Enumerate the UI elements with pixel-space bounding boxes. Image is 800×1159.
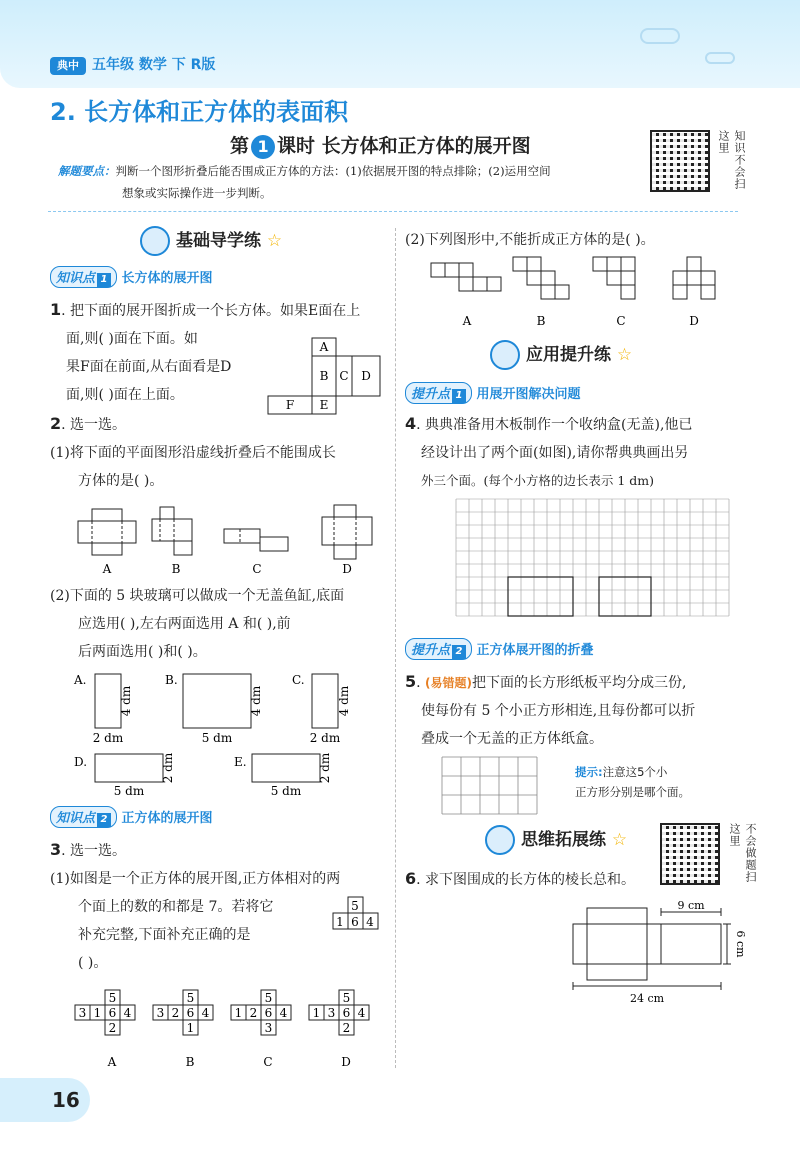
q1-number: 1 xyxy=(50,300,62,319)
page-number-tab xyxy=(0,1078,90,1122)
q2-number: 2 xyxy=(50,414,62,433)
q5-line3: 叠成一个无盖的正方体纸盒。 xyxy=(421,731,603,747)
page-number: 16 xyxy=(52,1088,80,1112)
hint-line2: 正方形分别是哪个面。 xyxy=(575,785,690,799)
q2-part2 xyxy=(50,582,390,666)
q3-opt-top: 5 xyxy=(264,991,273,1005)
q2-opt-c: C xyxy=(252,562,262,576)
q4 xyxy=(405,410,750,495)
q6-dim-6cm: 6 cm xyxy=(734,930,747,958)
qr-code-help[interactable] xyxy=(660,823,720,885)
grade-label: 五年级 数学 下 R版 xyxy=(92,57,216,73)
q2r-opt-b: B xyxy=(536,314,546,328)
q1-face-f: F xyxy=(285,398,295,412)
q3-opt-bottom: 2 xyxy=(342,1021,351,1035)
glass-c-name: C. xyxy=(292,673,305,687)
chapter-title: 2. 长方体和正方体的表面积 xyxy=(50,98,349,126)
q3-head: . 选一选。 xyxy=(61,843,127,859)
kp2-heading xyxy=(50,806,213,828)
q2 xyxy=(50,410,390,495)
q3-opt-top: 5 xyxy=(342,991,351,1005)
tp1-pill: 提升点 1 xyxy=(405,382,472,404)
q3-given-net xyxy=(318,895,384,935)
section-think: 思维拓展练 ☆ xyxy=(485,825,627,855)
q2-nets-figure xyxy=(70,505,390,580)
q1-face-c: C xyxy=(339,369,349,383)
q4-grid-figure xyxy=(455,498,735,628)
glass-d-h: 2 dm xyxy=(161,752,175,784)
section-basic: 基础导学练 ☆ xyxy=(140,226,282,256)
q4-line3: 外三个面。(每个小方格的边长表示 1 dm) xyxy=(421,473,655,488)
q2-p2b: 应选用( ),左右两面选用 A 和( ),前 xyxy=(78,616,291,632)
q3-option-label: A xyxy=(107,1055,117,1069)
q3-line3: 补充完整,下面补充正确的是 xyxy=(78,927,251,943)
q3-given-6: 6 xyxy=(351,915,359,929)
q3-option-label: B xyxy=(185,1055,195,1069)
glass-b-w: 5 dm xyxy=(201,731,233,745)
lesson-title xyxy=(230,131,531,159)
q1-line1: . 把下面的展开图折成一个长方体。如果E面在上 xyxy=(61,303,361,319)
q5-line2: 使每份有 5 个小正方形相连,且每份都可以折 xyxy=(421,703,696,719)
q3-given-top: 5 xyxy=(351,899,359,913)
q2-right xyxy=(405,226,745,254)
glass-a-w: 2 dm xyxy=(92,731,124,745)
q5-tag: (易错题) xyxy=(425,676,473,690)
glass-d-w: 5 dm xyxy=(113,784,145,798)
section-apply-title: 应用提升练 xyxy=(526,345,611,365)
q3-opt-row-cell: 2 xyxy=(249,1006,258,1020)
q3-opt-row-cell: 6 xyxy=(264,1006,273,1020)
glass-c-h: 4 dm xyxy=(337,685,351,717)
q2-p2c: 后两面选用( )和( )。 xyxy=(78,644,207,660)
tp2-heading xyxy=(405,638,594,660)
glass-a-name: A. xyxy=(74,673,87,687)
q6-dim-24cm: 24 cm xyxy=(629,992,665,1005)
hint-label: 提示: xyxy=(575,765,603,779)
q4-line2: 经设计出了两个面(如图),请你帮典典画出另 xyxy=(421,445,689,461)
q3-line4: ( )。 xyxy=(78,955,108,971)
lesson-suffix: 课时 长方体和正方体的展开图 xyxy=(277,135,531,157)
q4-number: 4 xyxy=(405,414,417,433)
box-face xyxy=(508,577,573,616)
q2-opt-d: D xyxy=(342,562,352,576)
q3-opt-row-cell: 4 xyxy=(357,1006,366,1020)
mascot-icon-3 xyxy=(485,825,515,855)
q3-number: 3 xyxy=(50,840,62,859)
q5-hint xyxy=(575,762,690,802)
tp2-pill: 提升点 2 xyxy=(405,638,472,660)
tp1-title: 用展开图解决问题 xyxy=(476,387,581,402)
q2-opt-b: B xyxy=(171,562,181,576)
q3-opt-bottom: 3 xyxy=(264,1021,273,1035)
lesson-number: 1 xyxy=(251,135,275,159)
q3-opt-row-cell: 4 xyxy=(123,1006,132,1020)
brand-logo: 典中 xyxy=(50,57,86,75)
kp2-pill: 知识点 2 xyxy=(50,806,117,828)
kp1-title: 长方体的展开图 xyxy=(121,271,213,286)
q3-opt-row-cell: 1 xyxy=(312,1006,321,1020)
q3-opt-row-cell: 3 xyxy=(78,1006,87,1020)
q1-line3: 果F面在前面,从右面看是D xyxy=(66,359,232,375)
q3-given-1: 1 xyxy=(336,915,344,929)
section-basic-title: 基础导学练 xyxy=(176,231,261,251)
book-brand xyxy=(50,54,215,75)
kp1-heading xyxy=(50,266,213,288)
tips-label: 解题要点： xyxy=(58,164,116,178)
tp2-title: 正方体展开图的折叠 xyxy=(476,643,594,658)
q2r-opt-a: A xyxy=(462,314,472,328)
q3-options-figure xyxy=(75,988,385,1073)
qr-code-knowledge[interactable] xyxy=(650,130,710,192)
glass-a-h: 4 dm xyxy=(119,685,133,717)
q3-opt-row-cell: 6 xyxy=(186,1006,195,1020)
q3-option-label: D xyxy=(341,1055,351,1069)
q3-opt-row-cell: 4 xyxy=(201,1006,210,1020)
q1-face-a: A xyxy=(319,340,329,354)
q3-opt-row-cell: 6 xyxy=(342,1006,351,1020)
q3-opt-bottom: 1 xyxy=(186,1021,195,1035)
q3-opt-row-cell: 3 xyxy=(327,1006,336,1020)
q2-glass-figure xyxy=(70,668,390,803)
kp2-title: 正方体的展开图 xyxy=(121,811,213,826)
cloud-decoration-2 xyxy=(705,52,735,64)
glass-c-w: 2 dm xyxy=(309,731,341,745)
q2-opt-a: A xyxy=(102,562,112,576)
q1-face-b: B xyxy=(319,369,329,383)
q5: 5. (易错题)把下面的长方形纸板平均分成三份, 使每份有 5 个小正方形相连,且每份都可以折 叠成一个无盖的正方体纸盒。 xyxy=(405,668,750,753)
q3-opt-row-cell: 4 xyxy=(279,1006,288,1020)
lesson-prefix: 第 xyxy=(230,135,250,157)
cloud-decoration xyxy=(640,28,680,44)
q3-opt-top: 5 xyxy=(186,991,195,1005)
q3-opt-row-cell: 1 xyxy=(234,1006,243,1020)
q2-p1a: (1)将下面的平面图形沿虚线折叠后不能围成长 xyxy=(50,445,336,461)
glass-e-name: E. xyxy=(234,755,247,769)
q6-dim-9cm: 9 cm xyxy=(677,899,705,912)
q3-given-4: 4 xyxy=(366,915,374,929)
section-think-title: 思维拓展练 xyxy=(521,830,606,850)
glass-e-h: 2 dm xyxy=(318,752,332,784)
mascot-icon-2 xyxy=(490,340,520,370)
q1-line2: 面,则( )面在下面。如 xyxy=(66,331,198,347)
q1-line4: 面,则( )面在上面。 xyxy=(66,387,184,403)
q3-opt-top: 5 xyxy=(108,991,117,1005)
q6-line1: . 求下图围成的长方体的棱长总和。 xyxy=(416,872,636,888)
q4-line1: . 典典准备用木板制作一个收纳盒(无盖),他已 xyxy=(416,417,693,433)
tips-line1: 判断一个图形折叠后能否围成正方体的方法：(1)依据展开图的特点排除；(2)运用空间 xyxy=(115,164,551,178)
q2-p1b: 方体的是( )。 xyxy=(78,473,164,489)
glass-d-name: D. xyxy=(74,755,88,769)
q3-line2: 个面上的数的和都是 7。若将它 xyxy=(78,899,274,915)
q5-line1: 把下面的长方形纸板平均分成三份, xyxy=(472,675,687,691)
q2-p2a: (2)下面的 5 块玻璃可以做成一个无盖鱼缸,底面 xyxy=(50,588,345,604)
q2r-nets-figure xyxy=(425,255,745,330)
tp1-heading xyxy=(405,382,581,404)
q1-face-e: E xyxy=(319,398,329,412)
q3-opt-row-cell: 6 xyxy=(108,1006,117,1020)
qr2-caption: 不会做题扫这里 xyxy=(728,823,757,883)
q3-opt-bottom: 2 xyxy=(108,1021,117,1035)
glass-e-w: 5 dm xyxy=(270,784,302,798)
q3-opt-row-cell: 2 xyxy=(171,1006,180,1020)
q5-number: 5 xyxy=(405,672,417,691)
mascot-icon xyxy=(140,226,170,256)
q3-line1: (1)如图是一个正方体的展开图,正方体相对的两 xyxy=(50,871,341,887)
q2r-opt-d: D xyxy=(689,314,699,328)
q1-face-d: D xyxy=(361,369,371,383)
q3-opt-row-cell: 3 xyxy=(156,1006,165,1020)
q2-head: . 选一选。 xyxy=(61,417,127,433)
glass-b-name: B. xyxy=(165,673,178,687)
q1-net-figure xyxy=(265,336,385,416)
tips-box xyxy=(48,158,738,212)
qr1-caption: 知识不会扫这里 xyxy=(717,130,746,190)
q6-net-figure xyxy=(565,898,745,1008)
glass-b-h: 4 dm xyxy=(249,685,263,717)
q5-grid-figure xyxy=(440,755,545,817)
q2r-opt-c: C xyxy=(616,314,626,328)
tips-line2: 想象或实际操作进一步判断。 xyxy=(122,186,272,200)
kp1-pill: 知识点 1 xyxy=(50,266,117,288)
q3-opt-row-cell: 1 xyxy=(93,1006,102,1020)
q2r-line1: (2)下列图形中,不能折成正方体的是( )。 xyxy=(405,232,655,248)
hint-line1: 注意这5个小 xyxy=(602,765,668,779)
column-divider xyxy=(395,228,396,1068)
section-apply: 应用提升练 ☆ xyxy=(490,340,632,370)
q3-option-label: C xyxy=(263,1055,273,1069)
q6-number: 6 xyxy=(405,869,417,888)
q6 xyxy=(405,865,665,894)
